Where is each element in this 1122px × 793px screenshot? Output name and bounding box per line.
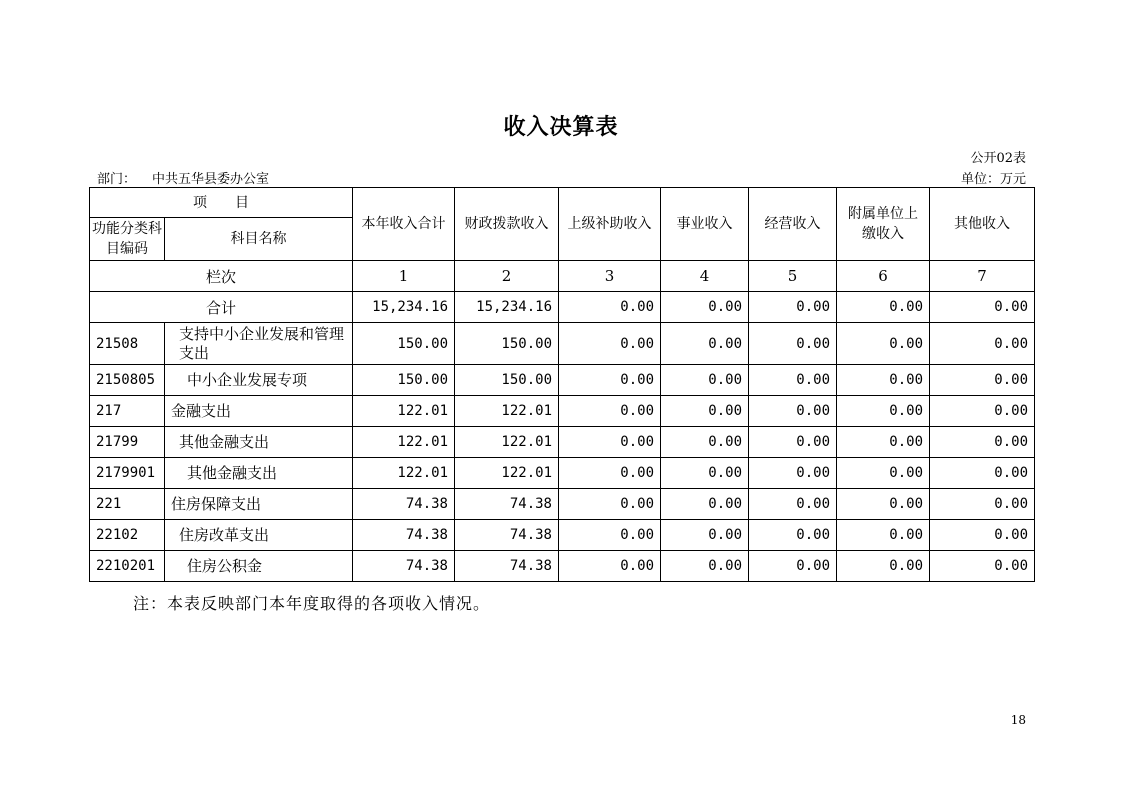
row-value: 0.00 xyxy=(837,323,930,365)
row-value: 0.00 xyxy=(749,520,837,551)
header-col-4: 事业收入 xyxy=(661,188,749,261)
header-col-1: 本年收入合计 xyxy=(353,188,455,261)
total-value: 15,234.16 xyxy=(455,292,559,323)
col-number: 4 xyxy=(661,261,749,292)
row-value: 74.38 xyxy=(353,551,455,582)
row-value: 0.00 xyxy=(559,323,661,365)
row-value: 0.00 xyxy=(837,551,930,582)
header-col-7: 其他收入 xyxy=(930,188,1035,261)
row-value: 0.00 xyxy=(661,365,749,396)
row-value: 0.00 xyxy=(749,489,837,520)
row-value: 122.01 xyxy=(353,458,455,489)
row-value: 122.01 xyxy=(353,427,455,458)
row-code: 221 xyxy=(90,489,165,520)
row-value: 74.38 xyxy=(455,489,559,520)
row-name: 住房改革支出 xyxy=(165,520,353,551)
department-label: 部门： xyxy=(97,172,137,187)
row-value: 0.00 xyxy=(930,396,1035,427)
unit-label: 单位：万元 xyxy=(960,172,1026,187)
header-col-2: 财政拨款收入 xyxy=(455,188,559,261)
table-row xyxy=(90,458,1035,489)
table-row xyxy=(90,551,1035,582)
row-code: 2179901 xyxy=(90,458,165,489)
row-value: 74.38 xyxy=(353,489,455,520)
row-value: 0.00 xyxy=(749,427,837,458)
table-row xyxy=(90,396,1035,427)
row-value: 0.00 xyxy=(661,489,749,520)
total-value: 0.00 xyxy=(837,292,930,323)
row-value: 0.00 xyxy=(837,458,930,489)
row-value: 122.01 xyxy=(353,396,455,427)
col-number: 1 xyxy=(353,261,455,292)
total-label: 合计 xyxy=(90,292,353,323)
total-value: 15,234.16 xyxy=(353,292,455,323)
header-col-3: 上级补助收入 xyxy=(559,188,661,261)
row-value: 0.00 xyxy=(749,396,837,427)
table-row xyxy=(90,520,1035,551)
page-title: 收入决算表 xyxy=(503,114,619,140)
row-value: 122.01 xyxy=(455,458,559,489)
total-value: 0.00 xyxy=(930,292,1035,323)
header-col-5: 经营收入 xyxy=(749,188,837,261)
table-row xyxy=(90,365,1035,396)
row-value: 150.00 xyxy=(353,323,455,365)
col-number: 7 xyxy=(930,261,1035,292)
row-value: 0.00 xyxy=(661,396,749,427)
row-value: 150.00 xyxy=(455,365,559,396)
header-func-code: 功能分类科目编码 xyxy=(90,218,165,261)
row-value: 0.00 xyxy=(749,551,837,582)
row-value: 0.00 xyxy=(837,520,930,551)
row-value: 0.00 xyxy=(930,458,1035,489)
row-value: 0.00 xyxy=(749,323,837,365)
row-value: 0.00 xyxy=(559,551,661,582)
row-value: 0.00 xyxy=(930,365,1035,396)
row-code: 22102 xyxy=(90,520,165,551)
total-row xyxy=(90,292,1035,323)
row-value: 0.00 xyxy=(837,427,930,458)
row-value: 122.01 xyxy=(455,396,559,427)
row-value: 0.00 xyxy=(559,458,661,489)
row-value: 0.00 xyxy=(837,396,930,427)
table-row xyxy=(90,489,1035,520)
page-number: 18 xyxy=(1010,713,1026,727)
row-code: 2150805 xyxy=(90,365,165,396)
row-value: 0.00 xyxy=(559,427,661,458)
row-value: 0.00 xyxy=(559,396,661,427)
row-value: 0.00 xyxy=(559,520,661,551)
row-value: 122.01 xyxy=(455,427,559,458)
row-name: 其他金融支出 xyxy=(165,427,353,458)
col-number: 2 xyxy=(455,261,559,292)
row-value: 0.00 xyxy=(661,323,749,365)
header-col-6: 附属单位上缴收入 xyxy=(837,188,930,261)
row-value: 74.38 xyxy=(455,520,559,551)
row-value: 74.38 xyxy=(455,551,559,582)
row-value: 0.00 xyxy=(930,489,1035,520)
col-number: 3 xyxy=(559,261,661,292)
footnote: 注：本表反映部门本年度取得的各项收入情况。 xyxy=(133,594,491,613)
form-number: 公开02表 xyxy=(970,151,1026,166)
total-value: 0.00 xyxy=(559,292,661,323)
row-value: 0.00 xyxy=(661,458,749,489)
row-name: 住房保障支出 xyxy=(165,489,353,520)
row-code: 21799 xyxy=(90,427,165,458)
row-name: 金融支出 xyxy=(165,396,353,427)
row-value: 0.00 xyxy=(930,427,1035,458)
row-name: 住房公积金 xyxy=(165,551,353,582)
row-code: 2210201 xyxy=(90,551,165,582)
row-value: 0.00 xyxy=(661,520,749,551)
row-value: 0.00 xyxy=(749,458,837,489)
header-subject-name: 科目名称 xyxy=(165,218,353,261)
row-value: 0.00 xyxy=(930,520,1035,551)
total-value: 0.00 xyxy=(749,292,837,323)
header-item: 项 目 xyxy=(90,188,353,218)
col-number: 5 xyxy=(749,261,837,292)
row-value: 150.00 xyxy=(353,365,455,396)
row-value: 0.00 xyxy=(559,489,661,520)
row-value: 0.00 xyxy=(661,551,749,582)
row-value: 0.00 xyxy=(837,489,930,520)
row-value: 0.00 xyxy=(837,365,930,396)
row-value: 0.00 xyxy=(559,365,661,396)
table-row xyxy=(90,427,1035,458)
department xyxy=(97,168,269,187)
row-value: 0.00 xyxy=(661,427,749,458)
row-value: 150.00 xyxy=(455,323,559,365)
row-value: 0.00 xyxy=(930,323,1035,365)
row-code: 217 xyxy=(90,396,165,427)
row-name: 支持中小企业发展和管理支出 xyxy=(165,323,353,365)
row-value: 0.00 xyxy=(930,551,1035,582)
table-row xyxy=(90,323,1035,365)
col-index-label: 栏次 xyxy=(90,261,353,292)
income-table xyxy=(89,187,1035,582)
total-value: 0.00 xyxy=(661,292,749,323)
col-number: 6 xyxy=(837,261,930,292)
row-value: 74.38 xyxy=(353,520,455,551)
department-value: 中共五华县委办公室 xyxy=(152,172,270,187)
row-value: 0.00 xyxy=(749,365,837,396)
row-name: 中小企业发展专项 xyxy=(165,365,353,396)
row-name: 其他金融支出 xyxy=(165,458,353,489)
row-code: 21508 xyxy=(90,323,165,365)
